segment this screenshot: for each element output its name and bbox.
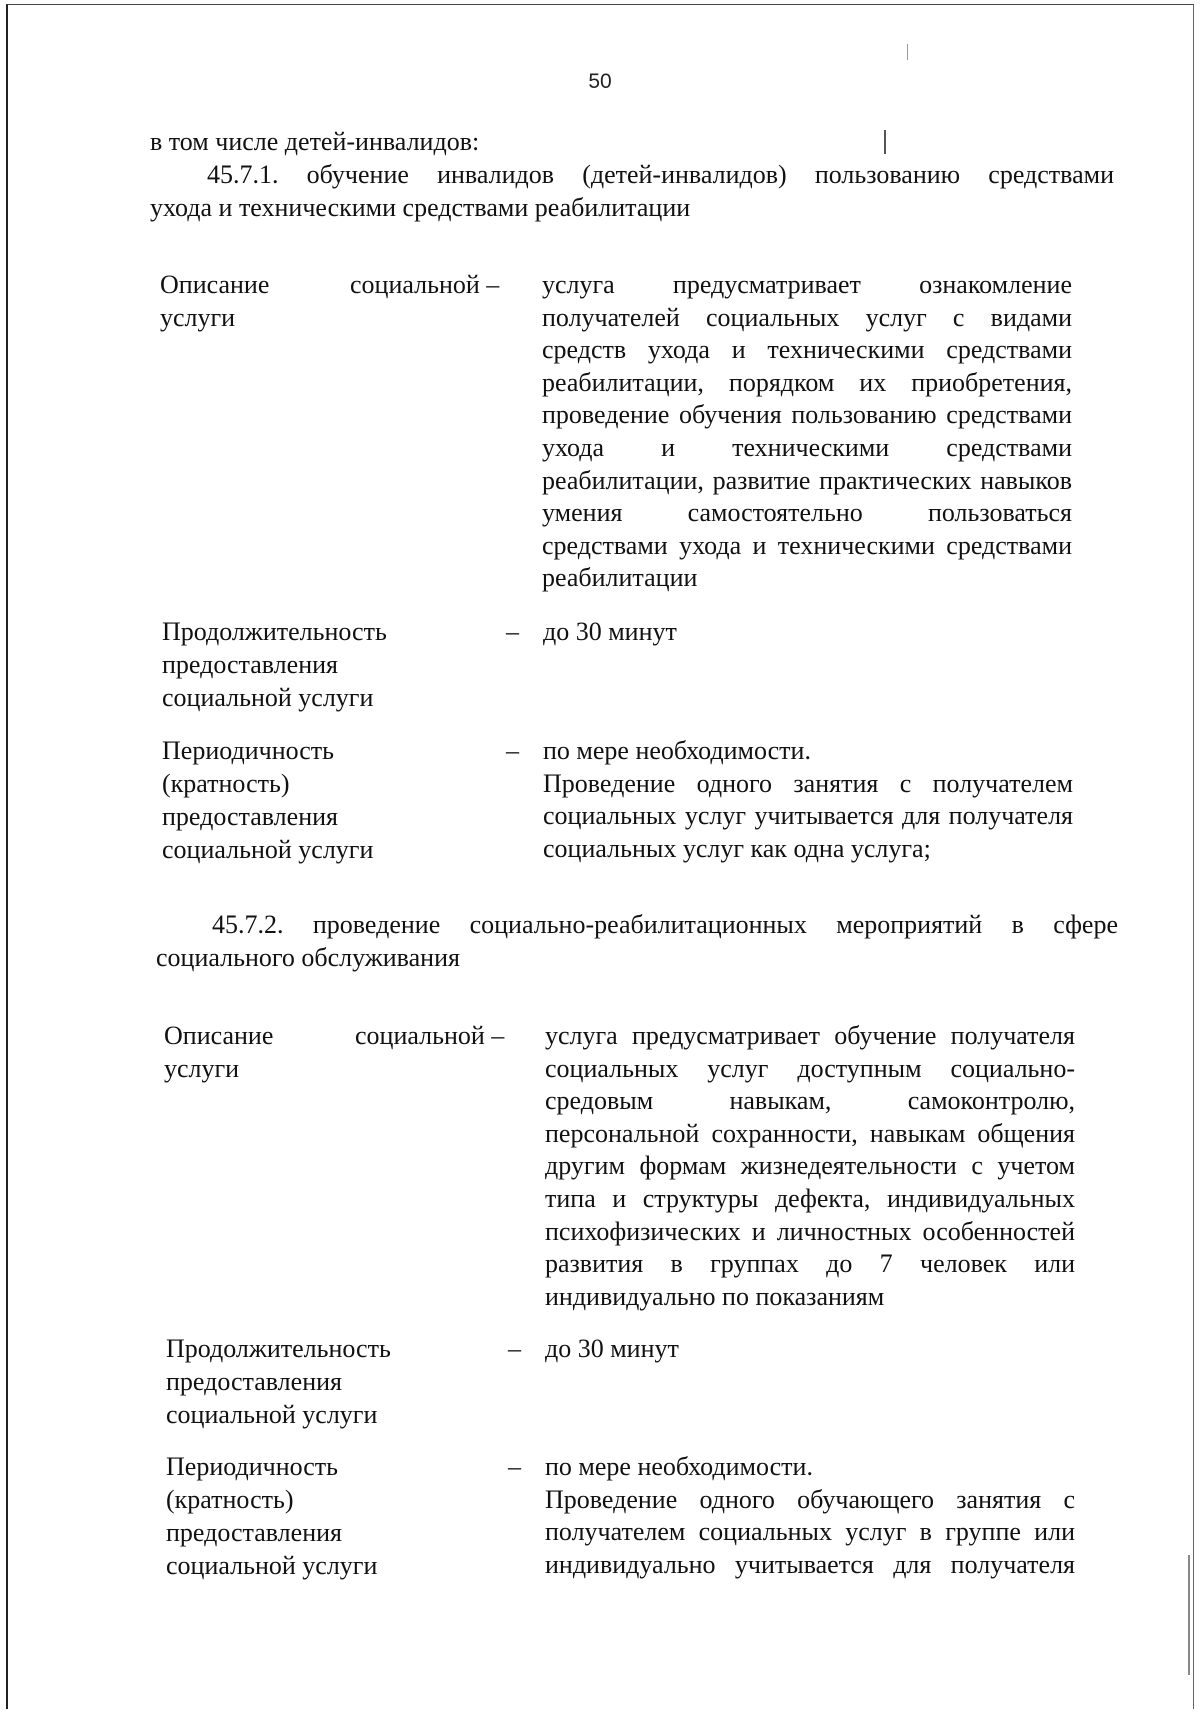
page-number: 50 [588,70,612,93]
text-line: социальных услуг доступным социально- [545,1053,1075,1083]
frequency-label: социальной услуги [166,1551,378,1580]
text-line: другим формам жизнедеятельности с учетом [545,1151,1075,1181]
intro-line: в том числе детей-инвалидов: [150,127,480,156]
section-heading: 45.7.2. проведение социально-реабилитационных мероприятий в сфере [212,910,1118,939]
duration-value: до 30 минут [545,1334,679,1363]
text-line: социальных услуг учитывается для получателя [543,801,1073,831]
scan-artifact [1188,1555,1190,1675]
description-label-service: услуги [164,1054,240,1083]
text-line: типа и структуры дефекта, индивидуальных [545,1183,1075,1213]
scan-artifact [907,44,908,60]
text-line: по мере необходимости. [543,736,811,765]
section-heading-cont: ухода и техническими средствами реабилитации [150,193,691,222]
dash: – [508,1334,521,1363]
frequency-label: Периодичность [162,736,335,765]
frequency-label: (кратность) [162,769,290,798]
text-line: услуга предусматривает ознакомление [542,270,1072,299]
text-line: реабилитации [542,563,698,593]
text-line: услуга предусматривает обучение получателя [545,1021,1075,1050]
text-line: ухода и техническими средствами [542,432,1072,462]
text-line: реабилитации, порядком их приобретения, [542,367,1072,397]
duration-label: социальной услуги [162,683,374,712]
text-line: средовым навыкам, самоконтролю, [545,1086,1075,1116]
frequency-text [543,735,1073,865]
text-line: развития в группах до 7 человек или [545,1249,1075,1279]
text-line: реабилитации, развитие практических навыков [542,465,1072,495]
text-line: психофизических и личностных особенностей [545,1216,1075,1246]
text-line: социальных услуг как одна услуга; [543,833,931,863]
text-line: средств ухода и техническими средствами [542,335,1072,365]
duration-label: предоставления [166,1367,342,1396]
duration-label: предоставления [162,650,338,679]
description-text [542,269,1072,595]
text-line: индивидуально учитывается для получателя [545,1549,1075,1579]
frequency-label: предоставления [162,802,338,831]
description-text [545,1020,1075,1313]
text-line: индивидуально по показаниям [545,1281,885,1311]
duration-label: Продолжительность [162,617,387,646]
frequency-text [545,1451,1075,1581]
dash: – [506,736,519,765]
description-label-social: социальной – [350,270,500,299]
scan-artifact [884,130,886,154]
dash: – [506,617,519,646]
text-line: по мере необходимости. [545,1452,813,1481]
frequency-label: социальной услуги [162,835,374,864]
duration-value: до 30 минут [543,617,677,646]
description-label-service: услуги [160,303,236,332]
text-line: персональной сохранности, навыкам общения [545,1118,1075,1148]
frequency-label: предоставления [166,1518,342,1547]
description-label: Описание [164,1021,274,1050]
text-line: средствами ухода и техническими средствами [542,530,1072,560]
duration-label: Продолжительность [166,1334,391,1363]
text-line: Проведение одного занятия с получателем [543,768,1073,798]
frequency-label: (кратность) [166,1485,294,1514]
text-line: проведение обучения пользованию средствами [542,400,1072,430]
text-line: Проведение одного обучающего занятия с [545,1484,1075,1514]
text-line: получателей социальных услуг с видами [542,302,1072,332]
text-line: умения самостоятельно пользоваться [542,498,1072,528]
duration-label: социальной услуги [166,1400,378,1429]
frequency-label: Периодичность [166,1452,339,1481]
section-heading-cont: социального обслуживания [156,943,460,972]
text-line: получателем социальных услуг в группе или [545,1517,1075,1547]
dash: – [508,1452,521,1481]
section-heading: 45.7.1. обучение инвалидов (детей-инвалидов) пользованию средствами [207,160,1114,189]
description-label-social: социальной – [355,1021,505,1050]
description-label: Описание [160,270,270,299]
